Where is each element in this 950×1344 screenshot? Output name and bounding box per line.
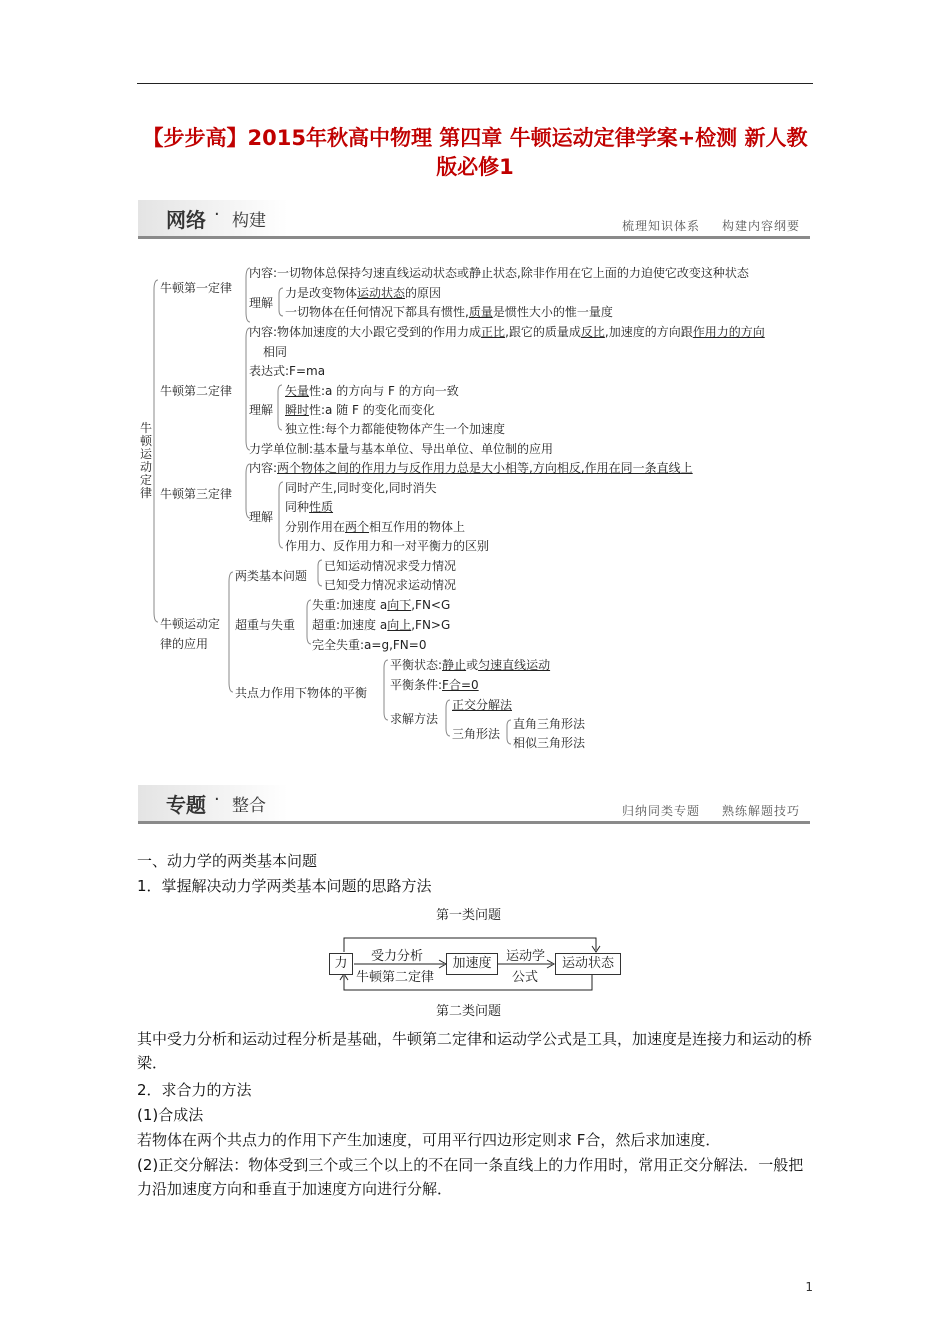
law3-label: 牛顿第三定律: [160, 487, 233, 501]
section-title-sub: 整合: [232, 796, 266, 816]
section-header-network: 网络 · 构建 梳理知识体系 构建内容纲要: [138, 200, 810, 240]
flow-accel-box: 加速度: [446, 953, 498, 975]
app-eq-state: 平衡状态:静止或匀速直线运动: [390, 658, 551, 672]
app-overweight-1: 超重:加速度 a向上,FN>G: [312, 618, 451, 632]
section-hint-2: 熟练解题技巧: [722, 804, 801, 818]
app-label-2: 律的应用: [160, 637, 209, 651]
section-title-sub: 构建: [232, 211, 266, 231]
paragraph-3: (2)正交分解法：物体受到三个或三个以上的不在同一条直线上的力作用时，常用正交分解法．一般把力沿加速度方向和垂直于加速度方向进行分解．: [137, 1156, 804, 1198]
law3-a4: 作用力、反作用力和一对平衡力的区别: [285, 539, 490, 553]
app-eq-condition: 平衡条件:F合=0: [390, 678, 479, 692]
heading-2: 1．掌握解决动力学两类基本问题的思路方法: [137, 877, 432, 895]
app-similar-triangle: 相似三角形法: [513, 736, 586, 750]
page-number: 1: [805, 1280, 813, 1294]
section-hint-1: 归纳同类专题: [622, 804, 701, 818]
app-eq-method: 求解方法: [390, 712, 439, 726]
law2-content-cont: 相同: [263, 345, 288, 359]
flow-diagram: [326, 902, 626, 1022]
app-two-1: 已知运动情况求受力情况: [324, 559, 457, 573]
app-weightless: 失重:加速度 a向下,FN<G: [312, 598, 451, 612]
paragraph-1: 其中受力分析和运动过程分析是基础，牛顿第二定律和运动学公式是工具，加速度是连接力和运动的桥梁．: [137, 1030, 813, 1072]
heading-1: 一、动力学的两类基本问题: [137, 852, 318, 870]
law3-a3: 分别作用在两个相互作用的物体上: [285, 520, 466, 534]
app-right-triangle: 直角三角形法: [513, 717, 586, 731]
heading-4: (1)合成法: [137, 1106, 204, 1124]
app-two-2: 已知受力情况求运动情况: [324, 578, 457, 592]
app-complete-weightless: 完全失重:a=g,FN=0: [312, 638, 427, 652]
law2-instant: 瞬时性:a 随 F 的变化而变化: [285, 403, 435, 417]
law1-understand: 理解: [249, 296, 274, 310]
law2-understand: 理解: [249, 403, 274, 417]
law2-content: 内容:物体加速度的大小跟它受到的作用力成正比,跟它的质量成反比,加速度的方向跟作用力的方向: [249, 325, 765, 339]
app-equilibrium: 共点力作用下物体的平衡: [235, 686, 368, 700]
app-label-1: 牛顿运动定: [160, 617, 221, 631]
paragraph-2: 若物体在两个共点力的作用下产生加速度，可用平行四边形定则求 F合，然后求加速度．: [137, 1131, 721, 1149]
flow-second-problem: 第二类问题: [436, 1004, 502, 1019]
map-root-label: 牛顿运动定律: [139, 421, 152, 500]
law1-label: 牛顿第一定律: [160, 281, 233, 295]
app-orthogonal: 正交分解法: [452, 698, 513, 712]
law1-content: 内容:一切物体总保持匀速直线运动状态或静止状态,除非作用在它上面的力迫使它改变这种状态: [249, 266, 749, 280]
law3-a1: 同时产生,同时变化,同时消失: [285, 481, 437, 495]
app-overweight: 超重与失重: [235, 618, 296, 632]
app-triangle: 三角形法: [452, 727, 501, 741]
app-two-problems: 两类基本问题: [235, 569, 308, 583]
section-title-main: 网络: [166, 208, 206, 232]
heading-3: 2．求合力的方法: [137, 1081, 252, 1099]
section-header-topic: 专题 · 整合 归纳同类专题 熟练解题技巧: [138, 785, 810, 825]
flow-label-newton2: 牛顿第二定律: [356, 970, 435, 985]
law1-u2: 一切物体在任何情况下都具有惯性,质量是惯性大小的惟一量度: [285, 305, 613, 319]
law2-expression: 表达式:F=ma: [249, 364, 326, 378]
law2-label: 牛顿第二定律: [160, 384, 233, 398]
document-title: 【步步高】2015年秋高中物理 第四章 牛顿运动定律学案+检测 新人教版必修1: [142, 126, 808, 179]
flow-label-force-analysis: 受力分析: [371, 949, 424, 964]
section-title-main: 专题: [166, 793, 206, 817]
section-hint-1: 梳理知识体系: [622, 219, 701, 233]
law1-u1: 力是改变物体运动状态的原因: [285, 286, 442, 300]
law3-understand: 理解: [249, 510, 274, 524]
flow-label-kinematics: 运动学: [506, 949, 546, 964]
flow-label-formula: 公式: [512, 970, 539, 985]
law2-vector: 矢量性:a 的方向与 F 的方向一致: [285, 384, 459, 398]
flow-force-box: 力: [329, 953, 353, 975]
law2-independent: 独立性:每个力都能使物体产生一个加速度: [285, 422, 506, 436]
flow-motion-box: 运动状态: [555, 953, 621, 975]
flow-first-problem: 第一类问题: [436, 908, 502, 923]
section-hint-2: 构建内容纲要: [722, 219, 801, 233]
law3-a2: 同种性质: [285, 500, 334, 514]
law2-units: 力学单位制:基本量与基本单位、导出单位、单位制的应用: [249, 442, 554, 456]
law3-content: 内容:两个物体之间的作用力与反作用力总是大小相等,方向相反,作用在同一条直线上: [249, 461, 693, 475]
